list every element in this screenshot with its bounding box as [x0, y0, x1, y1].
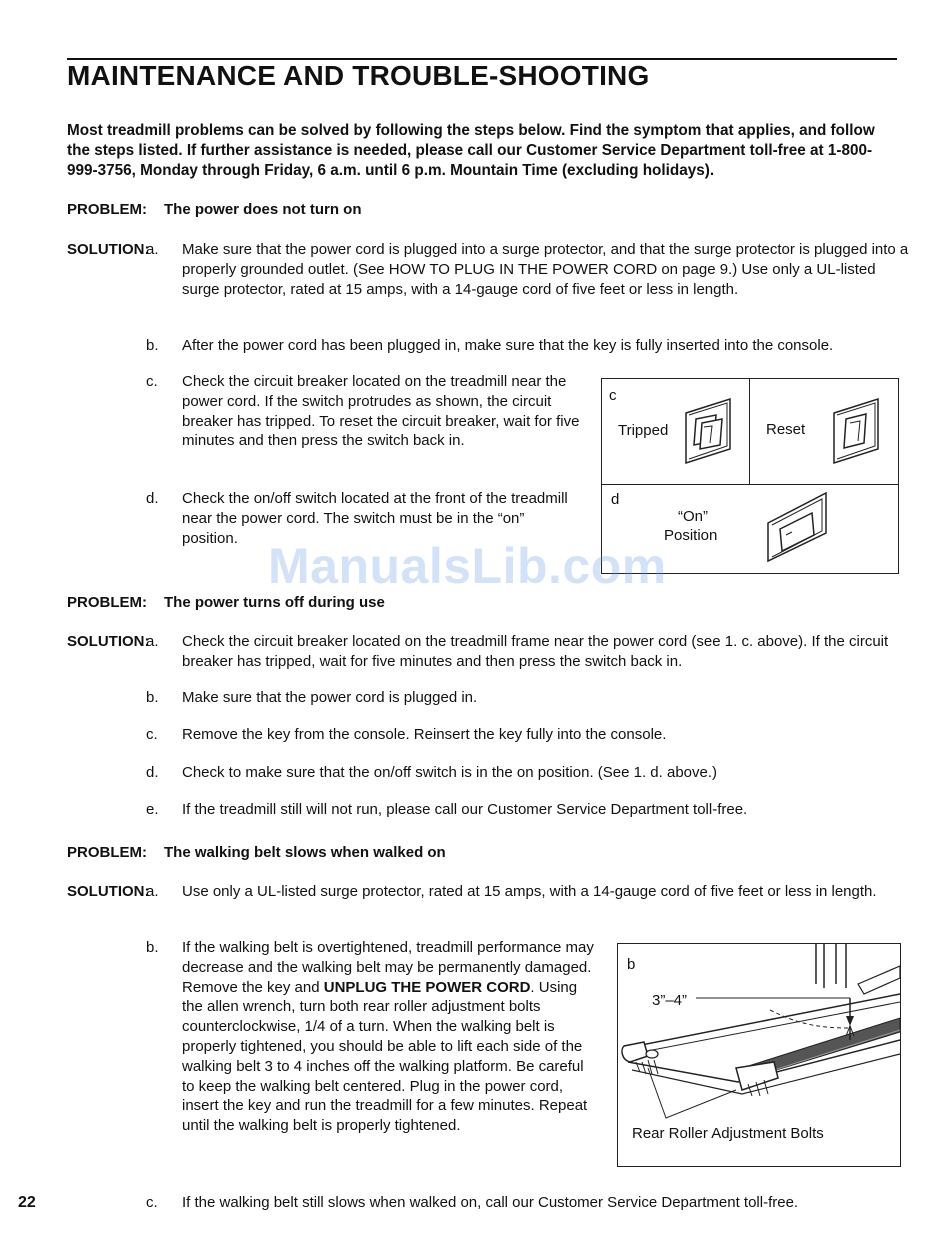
item-text: Check the circuit breaker located on the treadmill frame near the power cord (see 1. c. above). If the circuit breaker has tripped, wait for five minutes and then press the switch back in.	[182, 633, 889, 670]
item-letter: e.	[146, 801, 159, 818]
treadmill-belt-illustration	[618, 944, 900, 1166]
solution-1b	[146, 336, 914, 356]
item-text-bold: UNPLUG THE POWER CORD	[323, 978, 531, 996]
item-text: Use only a UL-listed surge protector, rated at 15 amps, with a 14-gauge cord of five feet or less in length.	[182, 883, 877, 900]
item-text: If the treadmill still will not run, please call our Customer Service Department toll-free.	[182, 801, 748, 818]
figure-caption: Rear Roller Adjustment Bolts	[632, 1125, 824, 1142]
page-title: MAINTENANCE AND TROUBLE-SHOOTING	[67, 60, 650, 91]
onoff-switch-icon	[762, 489, 832, 565]
solution-2e	[146, 800, 912, 820]
item-letter: c.	[146, 373, 158, 390]
item-text: Check the on/off switch located at the front of the treadmill near the power cord. The switch must be in the “on” position.	[182, 490, 568, 547]
item-letter: b.	[146, 689, 159, 706]
tripped-breaker-icon	[682, 393, 738, 469]
item-letter: d.	[146, 490, 159, 507]
solution-label: SOLUTION:	[67, 241, 150, 258]
solution-1a	[146, 240, 912, 299]
solution-2b	[146, 688, 912, 708]
solution-1c	[146, 372, 580, 451]
figure-circuit-breaker	[601, 378, 899, 486]
on-label: “On”	[678, 508, 708, 525]
item-text: . Using the allen wrench, turn both rear roller adjustment bolts counterclockwise, 1/4 of a turn. When the walking belt is properly tightened, you should be able to lift each side of the walking belt 3 to 4 inches off the walking platform. Be careful to keep the walking belt centered. Plug in the power cord, insert the key and run the treadmill for a few minutes. Repeat until the walking belt is properly tightened.	[182, 978, 588, 1135]
tripped-label: Tripped	[618, 422, 669, 439]
problem-label: PROBLEM:	[67, 201, 147, 218]
item-text: Check to make sure that the on/off switch is in the on position. (See 1. d. above.)	[182, 764, 718, 781]
problem-label: PROBLEM:	[67, 844, 147, 861]
measurement-label: 3”–4”	[652, 992, 688, 1009]
item-text: If the walking belt still slows when walked on, call our Customer Service Department toll-free.	[182, 1194, 799, 1211]
solution-2d	[146, 763, 912, 783]
figure-label-d: d	[611, 491, 620, 508]
solution-3b	[146, 938, 596, 1136]
solution-3a	[146, 882, 916, 902]
intro-paragraph: Most treadmill problems can be solved by following the steps below. Find the symptom that applies, and follow the steps listed. If further assistance is needed, please call our Customer Service Department toll-free at 1-800-999-3756, Monday through Friday, 6 a.m. until 6 p.m. Mountain Time (excluding holidays).	[67, 122, 875, 179]
watermark: ManualsLib.com	[268, 538, 667, 594]
solution-2c	[146, 725, 912, 745]
reset-label: Reset	[766, 421, 806, 438]
item-text: Make sure that the power cord is plugged in.	[182, 689, 478, 706]
reset-breaker-icon	[830, 393, 886, 469]
item-letter: a.	[146, 241, 159, 258]
item-letter: b.	[146, 337, 159, 354]
item-text: If the walking belt is overtightened, treadmill performance may decrease and the walking belt may be permanently damaged. Remove the key and	[182, 939, 594, 996]
problem-1-text: The power does not turn on	[164, 201, 362, 218]
item-text: Remove the key from the console. Reinsert the key fully into the console.	[182, 726, 667, 743]
item-text: After the power cord has been plugged in, make sure that the key is fully inserted into the console.	[182, 337, 834, 354]
item-letter: d.	[146, 764, 159, 781]
position-label: Position	[664, 527, 718, 544]
solution-3c	[146, 1193, 916, 1213]
problem-2-text: The power turns off during use	[164, 594, 385, 611]
solution-label: SOLUTION:	[67, 883, 150, 900]
problem-3-text: The walking belt slows when walked on	[164, 844, 446, 861]
item-letter: b.	[146, 939, 159, 956]
item-letter: c.	[146, 726, 158, 743]
figure-rear-roller	[617, 943, 901, 1167]
item-text: Make sure that the power cord is plugged into a surge protector, and that the surge protector is plugged into a properly grounded outlet. (See HOW TO PLUG IN THE POWER CORD on page 9.) Use only a UL-listed surge protector, rated at 15 amps, with a 14-gauge cord of five feet or less in length.	[182, 241, 909, 298]
item-letter: c.	[146, 1194, 158, 1211]
solution-2a	[146, 632, 912, 672]
page-number: 22	[18, 1194, 36, 1211]
problem-label: PROBLEM:	[67, 594, 147, 611]
item-letter: a.	[146, 633, 159, 650]
figure-label-b: b	[627, 956, 636, 973]
item-text: Check the circuit breaker located on the treadmill near the power cord. If the switch protrudes as shown, the circuit breaker has tripped. To reset the circuit breaker, wait for five minutes and then press the switch back in.	[182, 373, 580, 450]
solution-label: SOLUTION:	[67, 633, 150, 650]
item-letter: a.	[146, 883, 159, 900]
figure-label-c: c	[609, 387, 617, 404]
figure-divider	[749, 379, 750, 485]
